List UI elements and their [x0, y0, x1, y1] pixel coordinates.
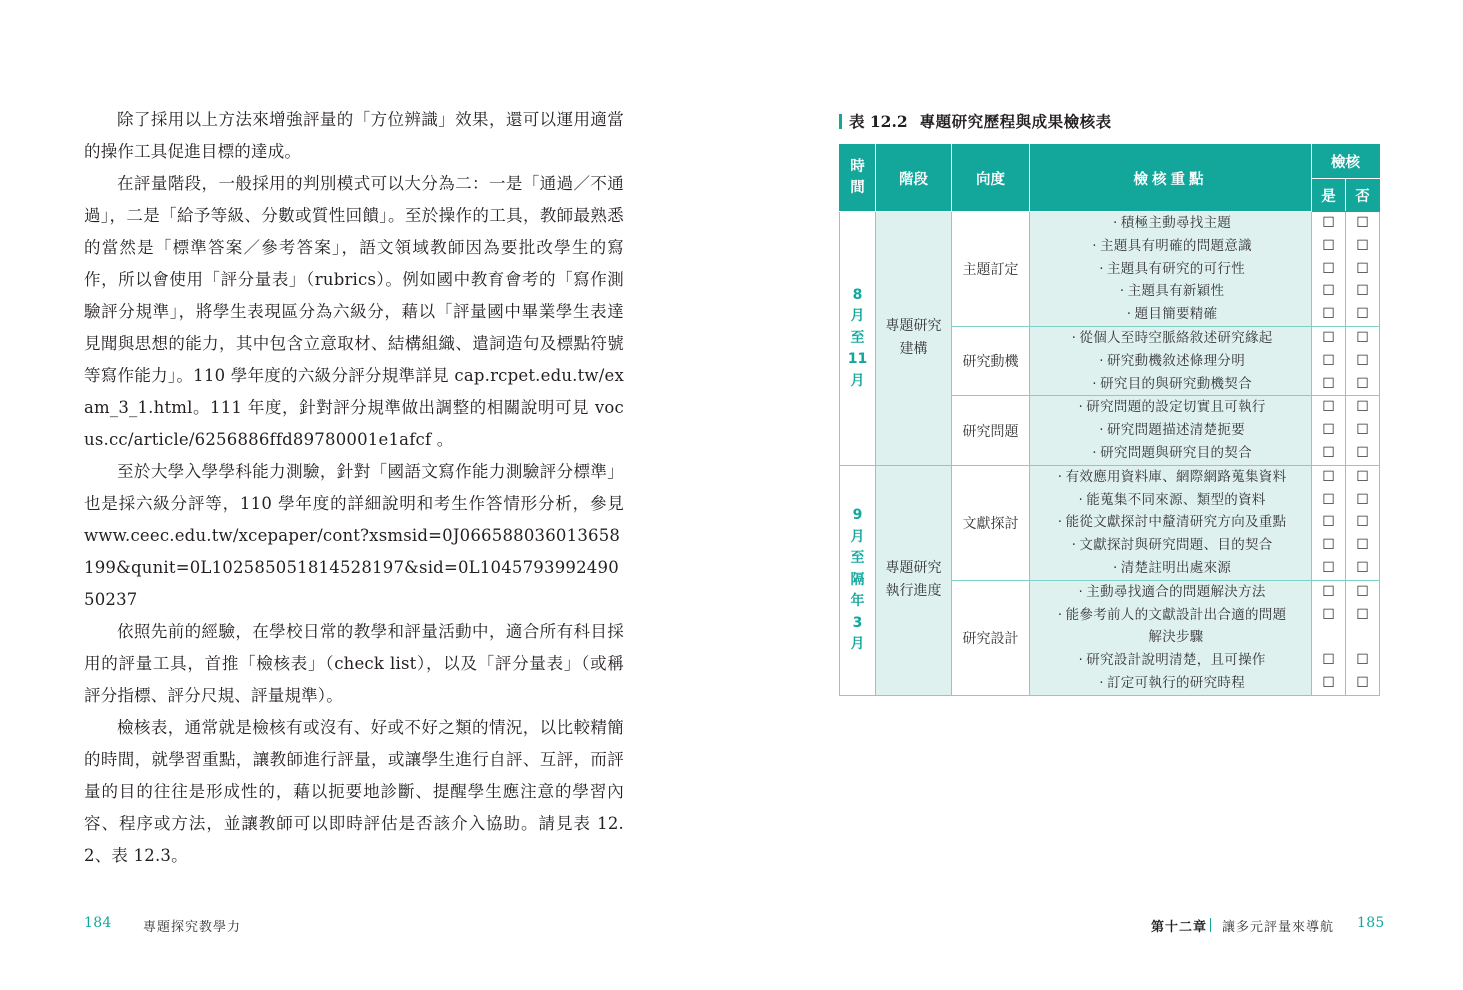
right-page	[731, 0, 1463, 990]
bullet-icon: ·	[1071, 537, 1077, 554]
checkbox-spacer	[1346, 626, 1379, 649]
checkbox-yes[interactable]: ☐	[1322, 468, 1335, 485]
text-line: 專題研究	[885, 318, 942, 335]
bullet-icon: ·	[1126, 306, 1132, 323]
check-point-text: 清楚註明出處來源	[1120, 559, 1232, 576]
checkbox-yes[interactable]: ☐	[1322, 306, 1335, 323]
text-line: 11	[847, 351, 868, 368]
left-page	[0, 0, 731, 990]
bullet-icon: ·	[1092, 237, 1097, 254]
paragraph: 除了採用以上方法來增強評量的「方位辨識」效果，還可以運用適當的操作工具促進目標的達成。	[84, 110, 624, 161]
header-time-text: 時 間	[850, 159, 865, 196]
bullet-icon: ·	[1099, 422, 1104, 439]
dimension-cell: 研究問題	[952, 396, 1030, 465]
checkbox-yes[interactable]: ☐	[1322, 444, 1335, 461]
table-number: 表 12.2	[849, 112, 908, 131]
chapter-subtitle: 讓多元評量來導航	[1222, 920, 1335, 935]
checkbox-no[interactable]: ☐	[1356, 606, 1369, 623]
checkbox-no[interactable]: ☐	[1356, 329, 1369, 346]
text-line: 月	[850, 636, 865, 652]
bullet-icon: ·	[1078, 583, 1084, 600]
check-points-cell	[1030, 212, 1312, 327]
bullet-icon: ·	[1119, 283, 1125, 300]
check-point-item	[1030, 581, 1311, 604]
checkbox-no[interactable]: ☐	[1356, 491, 1369, 508]
check-point-text: 能參考前人的文獻設計出合適的問題	[1065, 606, 1287, 623]
dimension-cell: 研究設計	[952, 580, 1030, 695]
check-point-text: 能從文獻探討中釐清研究方向及重點	[1065, 514, 1287, 531]
paragraph: 檢核表，通常就是檢核有或沒有、好或不好之類的情況，以比較精簡的時間，就學習重點，讓教師進行評量，或讓學生進行自評、互評，而評量的目的往往是形成性的，藉以扼要地診斷、提醒學生應注意的學習內容、程序或方法，並讓教師可以即時評估是否該介入協助。請見表 12.2、表 12.3。	[84, 718, 624, 865]
checkbox-no[interactable]: ☐	[1356, 306, 1369, 323]
text-line: 至	[850, 329, 865, 346]
check-points-cell	[1030, 326, 1312, 395]
checkbox-no[interactable]: ☐	[1356, 468, 1369, 485]
checkbox-no[interactable]: ☐	[1356, 652, 1369, 669]
table-body	[840, 212, 1380, 696]
bullet-icon: ·	[1057, 514, 1063, 531]
yes-checkbox-cell	[1312, 465, 1346, 580]
no-checkbox-cell	[1346, 326, 1380, 395]
checkbox-no[interactable]: ☐	[1356, 559, 1369, 576]
checkbox-no[interactable]: ☐	[1356, 260, 1369, 277]
header-points: 檢核重點	[1030, 145, 1312, 212]
check-point-item	[1030, 534, 1311, 557]
check-point-item	[1030, 511, 1311, 534]
check-point-item	[1030, 672, 1311, 695]
header-stage: 階段	[876, 145, 952, 212]
check-point-text: 研究問題描述清楚扼要	[1107, 422, 1245, 439]
no-checkbox-cell	[1346, 396, 1380, 465]
yes-checkbox-cell	[1312, 396, 1346, 465]
check-point-text: 主題具有新穎性	[1127, 283, 1225, 300]
check-point-item	[1030, 303, 1311, 326]
bullet-icon: ·	[1099, 260, 1104, 277]
checkbox-yes[interactable]: ☐	[1322, 491, 1335, 508]
text-line: 月	[850, 308, 865, 325]
check-point-text: 主題具有明確的問題意識	[1100, 237, 1252, 254]
checkbox-yes[interactable]: ☐	[1322, 559, 1335, 576]
checkbox-yes[interactable]: ☐	[1322, 422, 1335, 439]
bullet-icon: ·	[1071, 329, 1077, 346]
checkbox-no[interactable]: ☐	[1356, 514, 1369, 531]
table-row	[840, 465, 1380, 580]
bullet-icon: ·	[1078, 399, 1084, 416]
header-verify: 檢核	[1312, 145, 1380, 179]
check-point-item	[1030, 327, 1311, 350]
body-text	[84, 104, 624, 872]
check-point-text: 能蒐集不同來源、類型的資料	[1086, 491, 1266, 508]
dimension-cell: 文獻探討	[952, 465, 1030, 580]
text-line: 專題研究	[885, 560, 942, 577]
check-point-text: 文獻探討與研究問題、目的契合	[1079, 537, 1273, 554]
check-point-text: 主題具有研究的可行性	[1107, 260, 1245, 277]
bullet-icon: ·	[1057, 468, 1063, 485]
bullet-icon: ·	[1092, 444, 1097, 461]
check-point-item	[1030, 466, 1311, 489]
footer-separator	[1210, 918, 1211, 932]
check-point-item	[1030, 373, 1311, 396]
no-checkbox-cell	[1346, 465, 1380, 580]
time-period-cell	[840, 212, 876, 466]
checkbox-yes[interactable]: ☐	[1322, 537, 1335, 554]
check-point-item	[1030, 442, 1311, 465]
bullet-icon: ·	[1099, 352, 1104, 369]
time-period-cell	[840, 465, 876, 695]
checkbox-no[interactable]: ☐	[1356, 215, 1369, 231]
paragraph: 至於大學入學學科能力測驗，針對「國語文寫作能力測驗評分標準」也是採六級分評等，110 學年度的詳細說明和考生作答情形分析，參見 www.ceec.edu.tw/xcepaper/cont?xsmsid=0J066588036013658199&qunit=0L102585051814528197&sid=0L104579399249050237	[84, 462, 624, 609]
check-point-text: 主動尋找適合的問題解決方法	[1086, 583, 1266, 600]
check-point-text: 積極主動尋找主題	[1120, 215, 1232, 231]
check-point-item	[1030, 604, 1311, 627]
checkbox-no[interactable]: ☐	[1356, 674, 1369, 691]
text-line: 月	[850, 372, 865, 389]
check-point-text: 研究問題與研究目的契合	[1100, 444, 1252, 461]
checkbox-yes[interactable]: ☐	[1322, 329, 1335, 346]
header-yes: 是	[1312, 179, 1346, 212]
check-point-text: 研究動機敘述條理分明	[1107, 352, 1245, 369]
caption-bar	[839, 114, 842, 129]
paragraph: 依照先前的經驗，在學校日常的教學和評量活動中，適合所有科目採用的評量工具，首推「檢核表」（check list），以及「評分量表」（或稱評分指標、評分尺規、評量規準）。	[84, 622, 624, 705]
checkbox-no[interactable]: ☐	[1356, 583, 1369, 600]
text-line: 年	[850, 593, 865, 609]
text-line: 執行進度	[885, 583, 942, 600]
check-point-item	[1030, 396, 1311, 419]
checkbox-yes[interactable]: ☐	[1322, 652, 1335, 669]
bullet-icon: ·	[1113, 559, 1118, 576]
bullet-icon: ·	[1113, 215, 1118, 231]
check-point-item	[1030, 258, 1311, 281]
yes-checkbox-cell	[1312, 212, 1346, 327]
check-point-item	[1030, 649, 1311, 672]
text-line: 月	[850, 528, 865, 545]
bullet-icon: ·	[1078, 491, 1084, 508]
text-line: 3	[852, 614, 863, 631]
check-point-item	[1030, 280, 1311, 303]
text-line: 9	[852, 507, 863, 523]
checkbox-no[interactable]: ☐	[1356, 537, 1369, 554]
checkbox-yes[interactable]: ☐	[1322, 237, 1335, 254]
yes-checkbox-cell	[1312, 326, 1346, 395]
check-point-item	[1030, 212, 1311, 235]
check-point-text: 解決步驟	[1148, 629, 1204, 646]
table-title: 專題研究歷程與成果檢核表	[919, 112, 1112, 131]
text-line: 至	[850, 550, 865, 566]
page-number-left: 184	[84, 915, 112, 931]
check-point-text: 研究問題的設定切實且可執行	[1086, 399, 1266, 416]
checklist-table	[839, 144, 1380, 696]
check-point-item	[1030, 557, 1311, 580]
checkbox-yes[interactable]: ☐	[1322, 674, 1335, 691]
check-point-text: 研究目的與研究動機契合	[1100, 375, 1252, 392]
check-points-cell	[1030, 396, 1312, 465]
bullet-icon: ·	[1099, 674, 1104, 691]
checkbox-no[interactable]: ☐	[1356, 352, 1369, 369]
table-row	[840, 212, 1380, 327]
stage-cell	[876, 465, 952, 695]
table-caption	[839, 110, 1112, 132]
bullet-icon: ·	[1057, 606, 1063, 623]
page-number-right: 185	[1357, 915, 1385, 931]
no-checkbox-cell	[1346, 212, 1380, 327]
checkbox-yes[interactable]: ☐	[1322, 583, 1335, 600]
chapter-title: 第十二章	[1151, 920, 1208, 935]
checkbox-no[interactable]: ☐	[1356, 237, 1369, 254]
yes-checkbox-cell	[1312, 580, 1346, 695]
check-point-text: 研究設計說明清楚，且可操作	[1086, 652, 1266, 669]
header-no: 否	[1346, 179, 1380, 212]
checkbox-no[interactable]: ☐	[1356, 399, 1369, 416]
header-time	[840, 145, 876, 212]
checkbox-no[interactable]: ☐	[1356, 422, 1369, 439]
checkbox-no[interactable]: ☐	[1356, 283, 1369, 300]
no-checkbox-cell	[1346, 580, 1380, 695]
checkbox-yes[interactable]: ☐	[1322, 283, 1335, 300]
check-point-item	[1030, 626, 1311, 649]
check-point-item	[1030, 350, 1311, 373]
text-line: 8	[852, 286, 863, 303]
checkbox-no[interactable]: ☐	[1356, 375, 1369, 392]
check-point-text: 訂定可執行的研究時程	[1107, 674, 1245, 691]
checkbox-spacer	[1312, 626, 1345, 649]
bullet-icon: ·	[1078, 652, 1084, 669]
stage-cell	[876, 212, 952, 466]
text-line: 建構	[899, 341, 928, 358]
check-points-cell	[1030, 465, 1312, 580]
check-point-item	[1030, 419, 1311, 442]
checkbox-yes[interactable]: ☐	[1322, 375, 1335, 392]
checkbox-no[interactable]: ☐	[1356, 444, 1369, 461]
check-point-item	[1030, 235, 1311, 258]
check-point-text: 從個人至時空脈絡敘述研究緣起	[1079, 329, 1273, 346]
checkbox-yes[interactable]: ☐	[1322, 260, 1335, 277]
dimension-cell: 研究動機	[952, 326, 1030, 395]
check-point-text: 題目簡要精確	[1134, 306, 1218, 323]
dimension-cell: 主題訂定	[952, 212, 1030, 327]
checkbox-yes[interactable]: ☐	[1322, 606, 1335, 623]
check-point-item	[1030, 489, 1311, 512]
check-points-cell	[1030, 580, 1312, 695]
checkbox-yes[interactable]: ☐	[1322, 215, 1335, 231]
book-title-footer: 專題探究教學力	[143, 920, 242, 935]
checkbox-yes[interactable]: ☐	[1322, 352, 1335, 369]
check-point-text: 有效應用資料庫、網際網路蒐集資料	[1065, 468, 1287, 485]
bullet-icon: ·	[1092, 375, 1097, 392]
paragraph: 在評量階段，一般採用的判別模式可以大分為二：一是「通過／不通過」，二是「給予等級、分數或質性回饋」。至於操作的工具，教師最熟悉的當然是「標準答案／參考答案」，語文領域教師因為要批改學生的寫作，所以會使用「評分量表」（rubrics）。例如國中教育會考的「寫作測驗評分規準」，將學生表現區分為六級分，藉以「評量國中畢業學生表達見聞與思想的能力，其中包含立意取材、結構組織、遣詞造句及標點符號等寫作能力」。110 學年度的六級分評分規準詳見 cap.rcpet.edu.tw/exam_3_1.html。111 年度，針對評分規準做出調整的相關說明可見 vocus.cc/article/6256886ffd89780001e1afcf 。	[84, 174, 624, 449]
checkbox-yes[interactable]: ☐	[1322, 514, 1335, 531]
checkbox-yes[interactable]: ☐	[1322, 399, 1335, 416]
header-dimension: 向度	[952, 145, 1030, 212]
text-line: 隔	[850, 571, 865, 588]
